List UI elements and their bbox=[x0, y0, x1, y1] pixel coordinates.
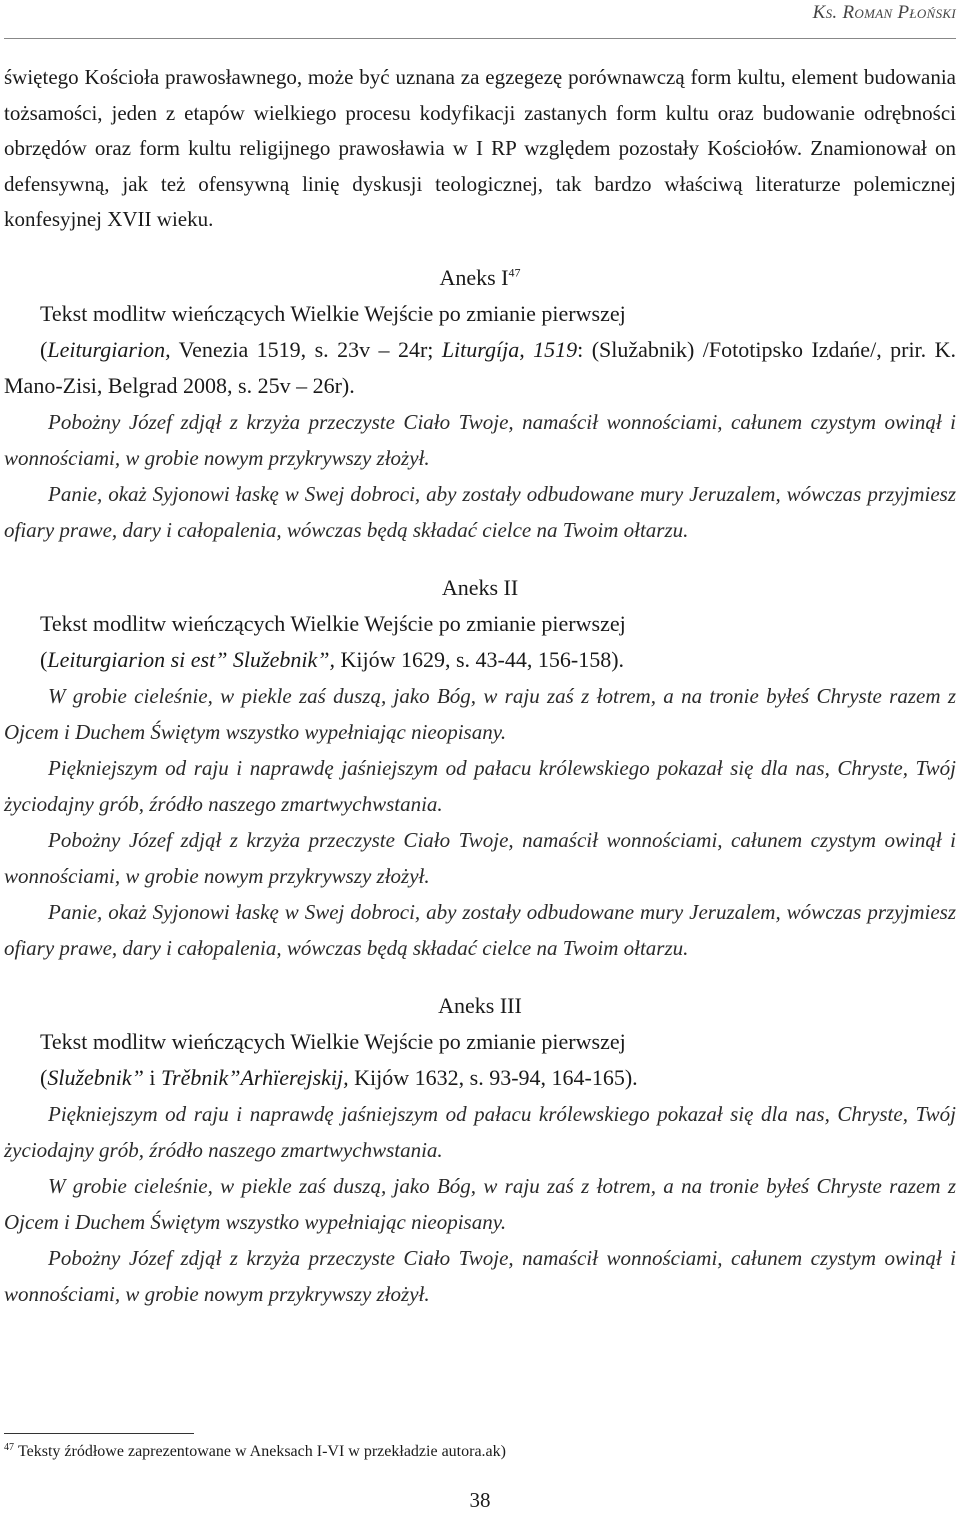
page-body bbox=[4, 60, 956, 1312]
footnote-text: Teksty źródłowe zaprezentowane w Aneksach I-VI w przekładzie autora.ak) bbox=[18, 1443, 506, 1460]
annex-title bbox=[4, 260, 956, 296]
header-rule bbox=[4, 38, 956, 39]
source-segment: : (Služabnik) /Fototipsko Izdańe/, prir. K. Mano-Zisi, Belgrad 2008, s. 25v – 26r). bbox=[4, 336, 956, 398]
prayer-text: Pobożny Józef zdjął z krzyża przeczyste Ciało Twoje, namaścił wonnościami, całunem czystym owinął i wonnościami, w grobie nowym przykrywszy złożył. bbox=[4, 827, 956, 888]
footnote bbox=[4, 1442, 506, 1462]
document-page bbox=[4, 0, 956, 1522]
source-segment: Leiturgiarion, bbox=[47, 336, 171, 362]
source-segment: Kijów 1629, s. 43-44, 156-158). bbox=[334, 646, 625, 672]
annex-title-text: Aneks II bbox=[441, 574, 519, 600]
source-segment: Leiturgiarion si est” Služebnik”, bbox=[47, 646, 335, 672]
prayer-text: Piękniejszym od raju i naprawdę jaśniejszym od pałacu królewskiego pokazał się dla nas, Chryste, Twój życiodajny grób, źródło naszego zmartwychwstania. bbox=[4, 755, 956, 816]
prayer-text: Pobożny Józef zdjął z krzyża przeczyste Ciało Twoje, namaścił wonnościami, całunem czystym owinął i wonnościami, w grobie nowym przykrywszy złożył. bbox=[4, 409, 956, 470]
page-number: 38 bbox=[469, 1488, 491, 1512]
prayer-text: W grobie cieleśnie, w piekle zaś duszą, jako Bóg, w raju zaś z łotrem, a na tronie byłeś Chryste razem z Ojcem i Duchem Świętym wszystko wypełniając nieopisany. bbox=[4, 1173, 956, 1234]
source-segment: i bbox=[143, 1064, 162, 1090]
source-segment: Trěbnik”Arhïerejskij, bbox=[161, 1064, 349, 1090]
annex-source bbox=[4, 642, 956, 678]
footnote-rule bbox=[4, 1433, 194, 1434]
prayer-text: Panie, okaż Syjonowi łaskę w Swej dobroci, aby zostały odbudowane mury Jeruzalem, wówczas przyjmiesz ofiary prawe, dary i całopalenia, wówczas będą składać cielce na Twoim ołtarzu. bbox=[4, 481, 956, 542]
intro-paragraph: świętego Kościoła prawosławnego, może być uznana za egzegezę porównawczą form kultu, element budowania tożsamości, jeden z etapów wielkiego procesu kodyfikacji zastanych form kultu oraz budowanie odrębności obrzędów oraz form kultu religijnego prawosławia w I RP względem pozostały Kościołów. Znamionował on defensywną, jak też ofensywną linię dyskusji teologicznej, tak bardzo właściwą literaturze polemicznej konfesyjnej XVII wieku. bbox=[4, 65, 956, 231]
footnote-ref[interactable]: 47 bbox=[508, 265, 521, 280]
prayer-text: Piękniejszym od raju i naprawdę jaśniejszym od pałacu królewskiego pokazał się dla nas, Chryste, Twój życiodajny grób, źródło naszego zmartwychwstania. bbox=[4, 1101, 956, 1162]
annex-section bbox=[4, 260, 956, 548]
source-segment: Venezia 1519, s. 23v – 24r; bbox=[170, 336, 442, 362]
annex-subtitle: Tekst modlitw wieńczących Wielkie Wejście po zmianie pierwszej bbox=[40, 1028, 626, 1054]
annex-section bbox=[4, 988, 956, 1312]
annex-list bbox=[4, 260, 956, 1312]
annex-source bbox=[4, 1060, 956, 1096]
annex-title-text: Aneks III bbox=[438, 992, 522, 1018]
source-segment: ( bbox=[40, 1064, 48, 1090]
annex-subtitle: Tekst modlitw wieńczących Wielkie Wejście po zmianie pierwszej bbox=[40, 610, 626, 636]
footnote-number: 47 bbox=[4, 1441, 14, 1453]
running-head: Ks. Roman Płoński bbox=[812, 2, 956, 23]
annex-section bbox=[4, 570, 956, 966]
source-segment: Liturgíja, 1519 bbox=[441, 336, 578, 362]
source-segment: Kijów 1632, s. 93-94, 164-165). bbox=[348, 1064, 638, 1090]
annex-title bbox=[4, 570, 956, 606]
prayer-text: Pobożny Józef zdjął z krzyża przeczyste Ciało Twoje, namaścił wonnościami, całunem czystym owinął i wonnościami, w grobie nowym przykrywszy złożył. bbox=[4, 1245, 956, 1306]
source-segment: ( bbox=[40, 336, 48, 362]
prayer-text: Panie, okaż Syjonowi łaskę w Swej dobroci, aby zostały odbudowane mury Jeruzalem, wówczas przyjmiesz ofiary prawe, dary i całopalenia, wówczas będą składać cielce na Twoim ołtarzu. bbox=[4, 899, 956, 960]
annex-subtitle: Tekst modlitw wieńczących Wielkie Wejście po zmianie pierwszej bbox=[40, 300, 626, 326]
annex-title bbox=[4, 988, 956, 1024]
source-segment: ( bbox=[40, 646, 48, 672]
annex-source bbox=[4, 332, 956, 404]
source-segment: Služebnik” bbox=[47, 1064, 144, 1090]
annex-title-text: Aneks I bbox=[439, 264, 509, 290]
prayer-text: W grobie cieleśnie, w piekle zaś duszą, jako Bóg, w raju zaś z łotrem, a na tronie byłeś Chryste razem z Ojcem i Duchem Świętym wszystko wypełniając nieopisany. bbox=[4, 683, 956, 744]
